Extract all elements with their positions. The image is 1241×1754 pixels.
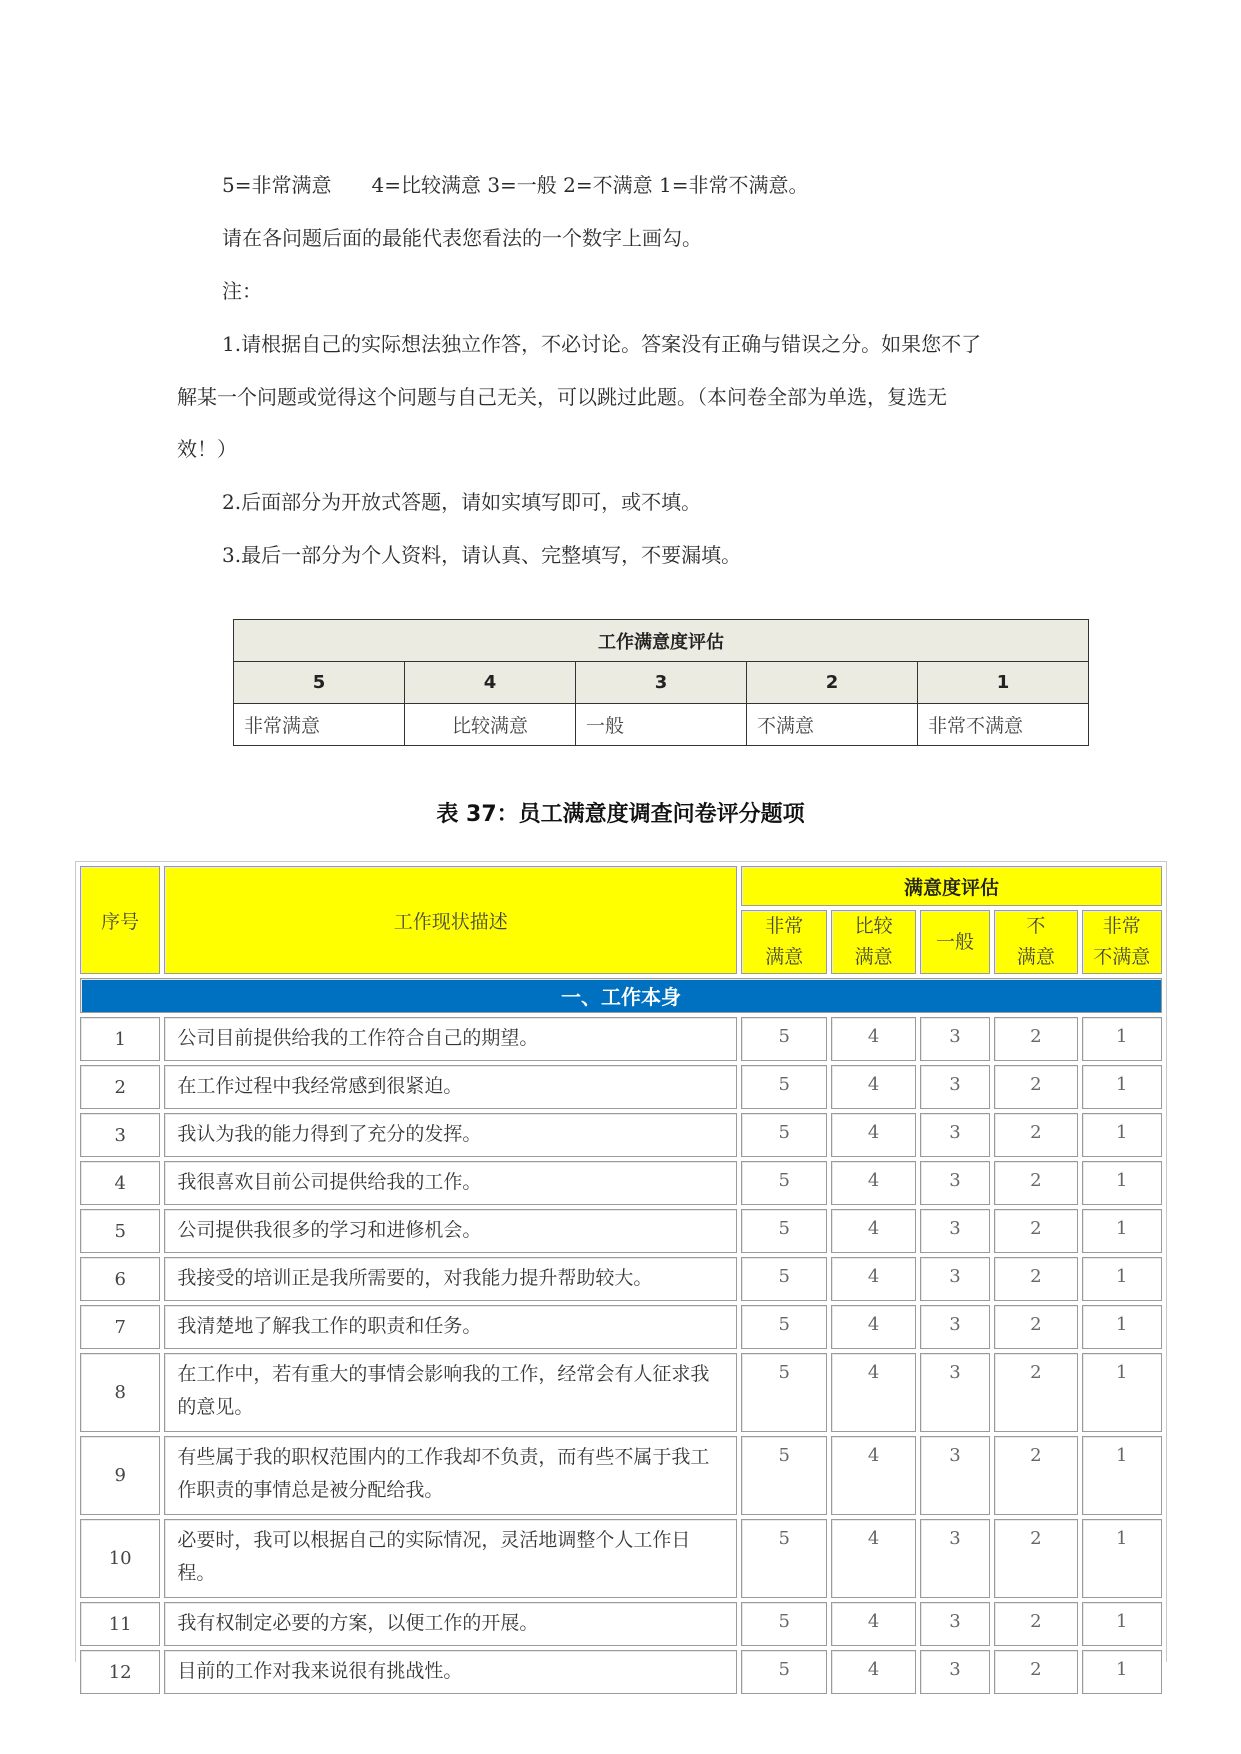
score-option[interactable]: 4 bbox=[831, 1161, 915, 1205]
row-number: 6 bbox=[80, 1257, 160, 1301]
row-number: 7 bbox=[80, 1305, 160, 1349]
score-option[interactable]: 2 bbox=[994, 1161, 1077, 1205]
scale-label: 非常满意 bbox=[234, 704, 405, 746]
score-option[interactable]: 5 bbox=[741, 1305, 827, 1349]
header-rating-option: 非常 满意 bbox=[741, 910, 827, 974]
header-rating: 满意度评估 bbox=[741, 866, 1162, 906]
score-option[interactable]: 1 bbox=[1082, 1602, 1162, 1646]
note-1-line-3: 效！） bbox=[177, 437, 237, 461]
score-option[interactable]: 1 bbox=[1082, 1650, 1162, 1694]
scale-label: 一般 bbox=[576, 704, 747, 746]
scale-label: 不满意 bbox=[747, 704, 918, 746]
score-option[interactable]: 3 bbox=[920, 1353, 990, 1432]
rating-scale-table bbox=[233, 619, 1089, 746]
section-heading: 一、工作本身 bbox=[80, 978, 1162, 1013]
scale-score: 5 bbox=[234, 662, 405, 704]
score-option[interactable]: 2 bbox=[994, 1017, 1077, 1061]
score-option[interactable]: 4 bbox=[831, 1602, 915, 1646]
header-description: 工作现状描述 bbox=[164, 866, 737, 974]
row-number: 10 bbox=[80, 1519, 160, 1598]
row-description: 我清楚地了解我工作的职责和任务。 bbox=[164, 1305, 737, 1349]
score-option[interactable]: 1 bbox=[1082, 1257, 1162, 1301]
row-number: 8 bbox=[80, 1353, 160, 1432]
row-description: 我很喜欢目前公司提供给我的工作。 bbox=[164, 1161, 737, 1205]
score-option[interactable]: 3 bbox=[920, 1257, 990, 1301]
scale-legend-line: 5=非常满意 4=比较满意 3=一般 2=不满意 1=非常不满意。 bbox=[222, 173, 809, 197]
score-option[interactable]: 2 bbox=[994, 1065, 1077, 1109]
row-description: 必要时，我可以根据自己的实际情况，灵活地调整个人工作日程。 bbox=[164, 1519, 737, 1598]
row-number: 1 bbox=[80, 1017, 160, 1061]
score-option[interactable]: 5 bbox=[741, 1436, 827, 1515]
score-option[interactable]: 5 bbox=[741, 1065, 827, 1109]
score-option[interactable]: 5 bbox=[741, 1161, 827, 1205]
score-option[interactable]: 2 bbox=[994, 1257, 1077, 1301]
row-description: 在工作中，若有重大的事情会影响我的工作，经常会有人征求我的意见。 bbox=[164, 1353, 737, 1432]
note-1-line-1: 1.请根据自己的实际想法独立作答，不必讨论。答案没有正确与错误之分。如果您不了 bbox=[222, 332, 982, 356]
header-rating-option: 非常 不满意 bbox=[1082, 910, 1162, 974]
score-option[interactable]: 3 bbox=[920, 1113, 990, 1157]
row-description: 有些属于我的职权范围内的工作我却不负责，而有些不属于我工作职责的事情总是被分配给我。 bbox=[164, 1436, 737, 1515]
row-description: 我认为我的能力得到了充分的发挥。 bbox=[164, 1113, 737, 1157]
score-option[interactable]: 4 bbox=[831, 1209, 915, 1253]
score-option[interactable]: 1 bbox=[1082, 1519, 1162, 1598]
score-option[interactable]: 1 bbox=[1082, 1065, 1162, 1109]
score-option[interactable]: 2 bbox=[994, 1650, 1077, 1694]
header-number: 序号 bbox=[80, 866, 160, 974]
table-row bbox=[80, 1113, 1162, 1157]
survey-table-frame bbox=[75, 861, 1167, 1683]
scale-score: 2 bbox=[747, 662, 918, 704]
score-option[interactable]: 2 bbox=[994, 1519, 1077, 1598]
table-row bbox=[80, 1017, 1162, 1061]
score-option[interactable]: 4 bbox=[831, 1257, 915, 1301]
row-number: 4 bbox=[80, 1161, 160, 1205]
scale-label: 比较满意 bbox=[405, 704, 576, 746]
score-option[interactable]: 4 bbox=[831, 1519, 915, 1598]
instruction-line: 请在各问题后面的最能代表您看法的一个数字上画勾。 bbox=[222, 226, 702, 250]
score-option[interactable]: 5 bbox=[741, 1017, 827, 1061]
score-option[interactable]: 1 bbox=[1082, 1353, 1162, 1432]
score-option[interactable]: 3 bbox=[920, 1161, 990, 1205]
score-option[interactable]: 3 bbox=[920, 1017, 990, 1061]
row-description: 我接受的培训正是我所需要的，对我能力提升帮助较大。 bbox=[164, 1257, 737, 1301]
note-1-line-2: 解某一个问题或觉得这个问题与自己无关，可以跳过此题。（本问卷全部为单选，复选无 bbox=[177, 385, 947, 409]
table-row bbox=[80, 1305, 1162, 1349]
table-row bbox=[80, 1650, 1162, 1694]
scale-score: 4 bbox=[405, 662, 576, 704]
score-option[interactable]: 1 bbox=[1082, 1305, 1162, 1349]
score-option[interactable]: 5 bbox=[741, 1113, 827, 1157]
row-number: 3 bbox=[80, 1113, 160, 1157]
table-row bbox=[80, 1257, 1162, 1301]
scale-score: 3 bbox=[576, 662, 747, 704]
score-option[interactable]: 2 bbox=[994, 1113, 1077, 1157]
score-option[interactable]: 3 bbox=[920, 1065, 990, 1109]
score-option[interactable]: 5 bbox=[741, 1519, 827, 1598]
score-option[interactable]: 5 bbox=[741, 1650, 827, 1694]
score-option[interactable]: 4 bbox=[831, 1113, 915, 1157]
score-option[interactable]: 2 bbox=[994, 1305, 1077, 1349]
score-option[interactable]: 3 bbox=[920, 1519, 990, 1598]
score-option[interactable]: 3 bbox=[920, 1436, 990, 1515]
row-description: 目前的工作对我来说很有挑战性。 bbox=[164, 1650, 737, 1694]
table-row bbox=[80, 1065, 1162, 1109]
scale-label: 非常不满意 bbox=[918, 704, 1089, 746]
header-rating-option: 一般 bbox=[920, 910, 990, 974]
table-row bbox=[80, 1353, 1162, 1432]
score-option[interactable]: 4 bbox=[831, 1353, 915, 1432]
score-option[interactable]: 5 bbox=[741, 1209, 827, 1253]
score-option[interactable]: 5 bbox=[741, 1353, 827, 1432]
header-rating-option: 比较 满意 bbox=[831, 910, 915, 974]
row-description: 公司提供我很多的学习和进修机会。 bbox=[164, 1209, 737, 1253]
score-option[interactable]: 1 bbox=[1082, 1161, 1162, 1205]
row-number: 12 bbox=[80, 1650, 160, 1694]
score-option[interactable]: 1 bbox=[1082, 1209, 1162, 1253]
header-rating-option: 不 满意 bbox=[994, 910, 1077, 974]
row-number: 9 bbox=[80, 1436, 160, 1515]
row-description: 在工作过程中我经常感到很紧迫。 bbox=[164, 1065, 737, 1109]
table-row bbox=[80, 1602, 1162, 1646]
row-number: 5 bbox=[80, 1209, 160, 1253]
score-option[interactable]: 1 bbox=[1082, 1113, 1162, 1157]
score-option[interactable]: 4 bbox=[831, 1305, 915, 1349]
score-option[interactable]: 3 bbox=[920, 1209, 990, 1253]
table-row bbox=[80, 1436, 1162, 1515]
score-option[interactable]: 5 bbox=[741, 1257, 827, 1301]
score-option[interactable]: 4 bbox=[831, 1065, 915, 1109]
score-option[interactable]: 3 bbox=[920, 1650, 990, 1694]
note-2: 2.后面部分为开放式答题，请如实填写即可，或不填。 bbox=[222, 490, 702, 514]
row-number: 2 bbox=[80, 1065, 160, 1109]
score-option[interactable]: 3 bbox=[920, 1305, 990, 1349]
note-label: 注： bbox=[222, 279, 262, 303]
score-option[interactable]: 2 bbox=[994, 1436, 1077, 1515]
table-row bbox=[80, 1519, 1162, 1598]
score-option[interactable]: 3 bbox=[920, 1602, 990, 1646]
survey-table bbox=[76, 862, 1166, 1698]
row-description: 我有权制定必要的方案，以便工作的开展。 bbox=[164, 1602, 737, 1646]
table-row bbox=[80, 1161, 1162, 1205]
score-option[interactable]: 4 bbox=[831, 1017, 915, 1061]
row-number: 11 bbox=[80, 1602, 160, 1646]
score-option[interactable]: 4 bbox=[831, 1436, 915, 1515]
score-option[interactable]: 1 bbox=[1082, 1017, 1162, 1061]
row-description: 公司目前提供给我的工作符合自己的期望。 bbox=[164, 1017, 737, 1061]
score-option[interactable]: 2 bbox=[994, 1353, 1077, 1432]
score-option[interactable]: 4 bbox=[831, 1650, 915, 1694]
score-option[interactable]: 1 bbox=[1082, 1436, 1162, 1515]
table-row bbox=[80, 1209, 1162, 1253]
score-option[interactable]: 2 bbox=[994, 1602, 1077, 1646]
scale-score: 1 bbox=[918, 662, 1089, 704]
note-3: 3.最后一部分为个人资料，请认真、完整填写，不要漏填。 bbox=[222, 543, 742, 567]
score-option[interactable]: 2 bbox=[994, 1209, 1077, 1253]
table-caption: 表 37：员工满意度调查问卷评分题项 bbox=[436, 802, 805, 827]
score-option[interactable]: 5 bbox=[741, 1602, 827, 1646]
scale-table-title: 工作满意度评估 bbox=[234, 620, 1089, 662]
